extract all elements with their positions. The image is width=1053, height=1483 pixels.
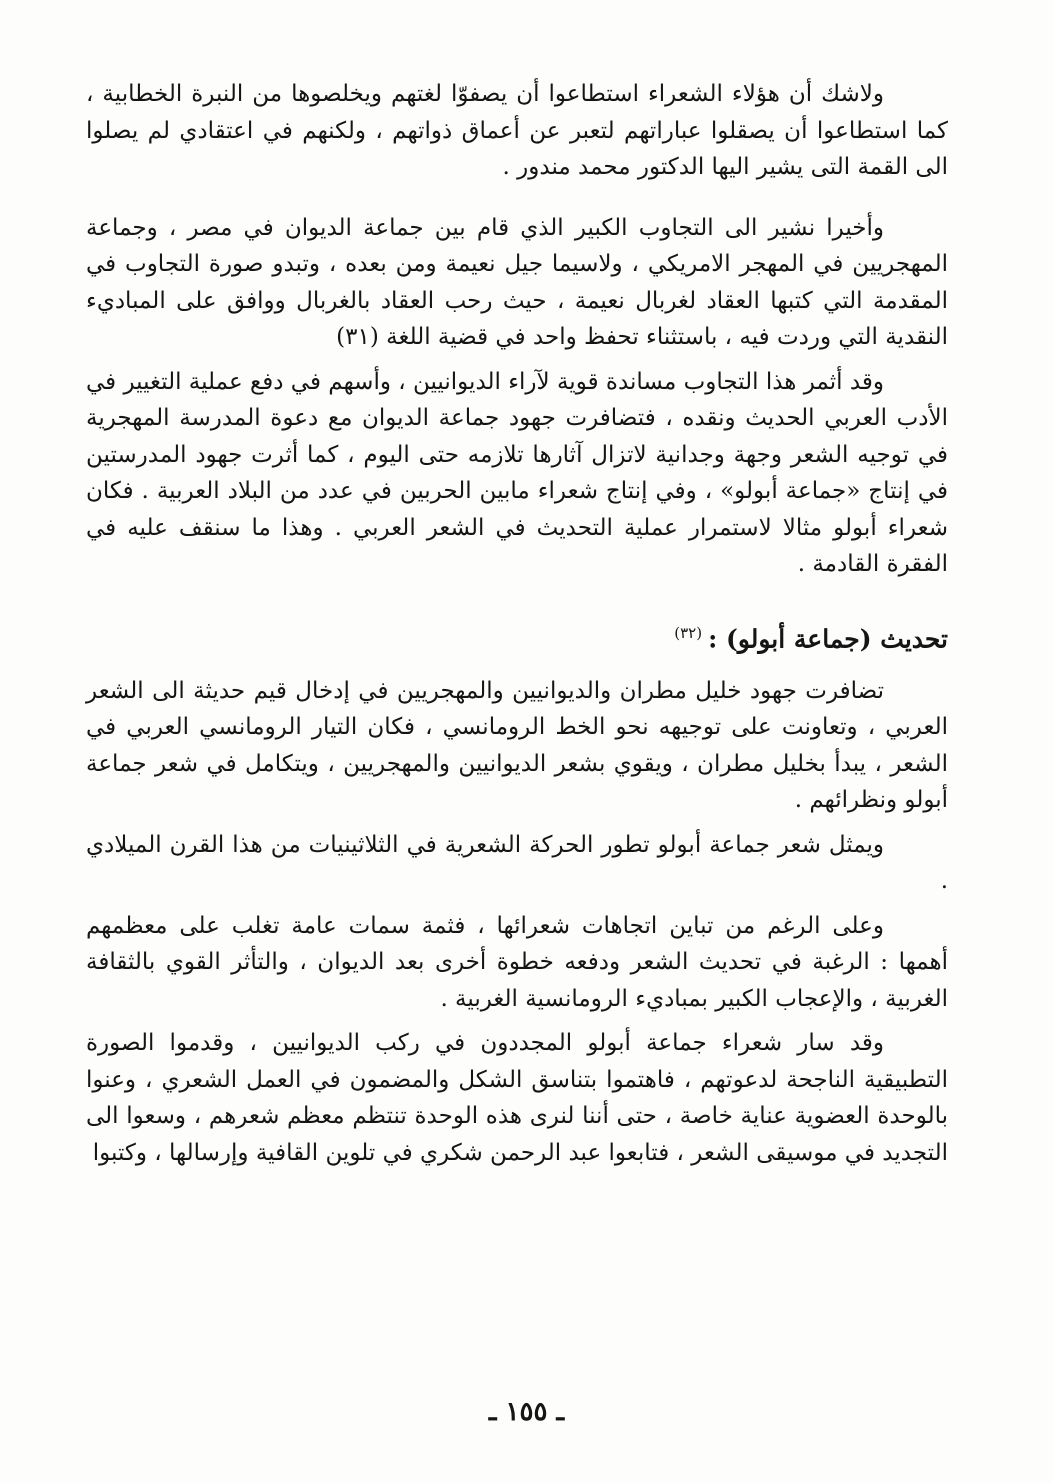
paragraph-text: ولاشك أن هؤلاء الشعراء استطاعوا أن يصفوّا لغتهم ويخلصوها من النبرة الخطابية ، كما استطاعوا أن يصقلوا عباراتهم لتعبر عن أعماق ذواتهم ، ولكنهم في اعتقادي لم يصلوا الى القمة التى يشير اليها الدكتور محمد مندور .: [86, 81, 948, 180]
paragraph: [86, 1025, 948, 1171]
paragraph-text: وعلى الرغم من تباين اتجاهات شعرائها ، فثمة سمات عامة تغلب على معظمهم أهمها : الرغبة في تحديث الشعر ودفعه خطوة أخرى بعد الديوان ، والتأثر القوي بالثقافة الغربية ، والإعجاب الكبير بمباديء الرومانسية الغربية .: [86, 912, 948, 1012]
paragraph-text: وقد سار شعراء جماعة أبولو المجددون في ركب الديوانيين ، وقدموا الصورة التطبيقية الناجحة لدعوتهم ، فاهتموا بتناسق الشكل والمضمون في العمل الشعري ، وعنوا بالوحدة العضوية عناية خاصة ، حتى أننا لنرى هذه الوحدة تنتظم معظم شعرهم ، وسعوا الى التجديد في موسيقى الشعر ، فتابعوا عبد الرحمن شكري في تلوين القافية وإرسالها ، وكتبوا: [86, 1030, 948, 1166]
paragraph: [86, 210, 948, 356]
paragraph: [86, 76, 948, 186]
paragraph-text: وقد أثمر هذا التجاوب مساندة قوية لآراء الديوانيين ، وأسهم في دفع عملية التغيير في الأدب العربي الحديث ونقده ، فتضافرت جهود جماعة الديوان مع دعوة المدرسة المهجرية في توجيه الشعر وجهة وجدانية لاتزال آثارها تلازمه حتى اليوم ، كما أثرت جهود المدرستين في إنتاج «جماعة أبولو» ، وفي إنتاج شعراء مابين الحربين في عدد من البلاد العربية . فكان شعراء أبولو مثالا لاستمرار عملية التحديث في الشعر العربي . وهذا ما سنقف عليه في الفقرة القادمة .: [85, 368, 948, 577]
paragraph: [86, 908, 948, 1018]
paragraph-text: تضافرت جهود خليل مطران والديوانيين والمهجريين في إدخال قيم حديثة الى الشعر العربي ، وتعاونت على توجيهه نحو الخط الرومانسي ، فكان التيار الرومانسي العربي في الشعر ، يبدأ بخليل مطران ، ويقوي بشعر الديوانيين والمهجريين ، ويتكامل في شعر جماعة أبولو ونظرائهم .: [86, 677, 948, 814]
page-body: [86, 76, 948, 1171]
paragraph: [86, 673, 948, 819]
paragraph: [86, 364, 948, 583]
paragraph-text: ويمثل شعر جماعة أبولو تطور الحركة الشعرية في الثلاثينيات من هذا القرن الميلادي .: [86, 831, 948, 895]
footnote-marker: (٣٢): [674, 623, 703, 642]
paragraph: [86, 827, 948, 900]
paragraph-text: وأخيرا نشير الى التجاوب الكبير الذي قام بين جماعة الديوان في مصر ، وجماعة المهجريين في المهجر الامريكي ، ولاسيما جيل نعيمة ومن بعده ، وتبدو صورة التجاوب في المقدمة التي كتبها العقاد لغربال نعيمة ، حيث رحب العقاد بالغربال ووافق على المباديء النقدية التي وردت فيه ، باستثناء تحفظ واحد في قضية اللغة (٣١): [86, 214, 948, 350]
section-heading-text: تحديث (جماعة أبولو) :: [708, 623, 948, 653]
page-number: ـ ١٥٥ ـ: [488, 1397, 565, 1427]
section-heading: [86, 615, 948, 657]
